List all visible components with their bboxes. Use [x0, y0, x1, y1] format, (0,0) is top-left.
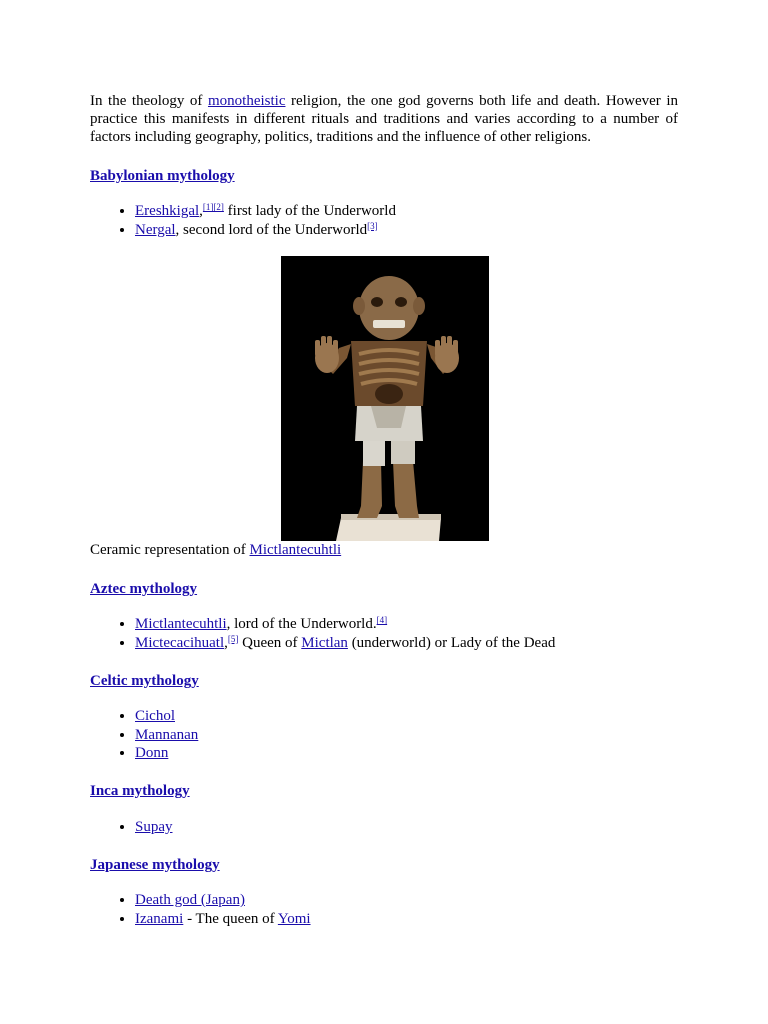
japanese-heading[interactable]: Japanese mythology — [90, 857, 220, 873]
japanese-list — [90, 891, 311, 928]
mictlantecuhtli-link[interactable]: Mictlantecuhtli — [135, 616, 227, 632]
intro-paragraph — [90, 92, 678, 146]
item-text: , lord of the Underworld. — [226, 616, 377, 632]
reference-link[interactable]: [3] — [367, 220, 378, 231]
babylonian-list — [90, 202, 396, 239]
cichol-link[interactable]: Cichol — [135, 708, 175, 724]
list-item — [135, 726, 198, 745]
caption-text: Ceramic representation of — [90, 542, 250, 558]
reference-link[interactable]: [5] — [227, 633, 239, 644]
mictlantecuhtli-caption-link[interactable]: Mictlantecuhtli — [249, 542, 342, 558]
inca-heading[interactable]: Inca mythology — [90, 783, 190, 799]
comma: , — [199, 203, 203, 219]
list-item — [135, 910, 311, 929]
celtic-heading[interactable]: Celtic mythology — [90, 673, 199, 689]
list-item — [135, 818, 173, 837]
mictlan-link[interactable]: Mictlan — [301, 634, 348, 651]
aztec-list — [90, 615, 555, 652]
izanami-link[interactable]: Izanami — [135, 910, 184, 927]
list-item — [135, 891, 311, 910]
mictlantecuhtli-statue-image — [281, 256, 489, 541]
reference-link[interactable]: [4] — [376, 615, 388, 625]
donn-link[interactable]: Donn — [135, 745, 169, 761]
mictecacihuatl-link[interactable]: Mictecacihuatl — [135, 634, 225, 651]
death-god-japan-link[interactable]: Death god (Japan) — [135, 892, 245, 908]
item-text: , second lord of the Underworld — [175, 221, 368, 238]
comma: , — [224, 634, 228, 651]
inca-list — [90, 818, 173, 837]
mannanan-link[interactable]: Mannanan — [135, 726, 199, 743]
supay-link[interactable]: Supay — [135, 819, 173, 835]
list-item — [135, 744, 198, 763]
intro-text-start: In the theology of — [90, 93, 208, 109]
item-text: (underworld) or Lady of the Dead — [347, 634, 556, 651]
intro-text-end: religion, the one god governs both life and death. However in practice this manifests in different rituals and traditions and varies according to a number of factors including geography, politics, traditions and the influence of other religions. — [90, 93, 678, 145]
list-item — [135, 615, 555, 634]
monotheistic-link[interactable]: monotheistic — [207, 93, 286, 109]
reference-link[interactable]: [1][2] — [202, 202, 224, 212]
list-item — [135, 634, 555, 653]
aztec-heading[interactable]: Aztec mythology — [90, 581, 198, 597]
nergal-link[interactable]: Nergal — [135, 221, 176, 238]
list-item — [135, 707, 198, 726]
ereshkigal-link[interactable]: Ereshkigal — [135, 203, 200, 219]
image-caption — [90, 541, 341, 559]
yomi-link[interactable]: Yomi — [277, 910, 311, 927]
list-item — [135, 202, 396, 221]
item-text: first lady of the Underworld — [223, 203, 396, 219]
statue-illustration — [281, 256, 489, 541]
item-text: - The queen of — [183, 910, 278, 927]
babylonian-heading[interactable]: Babylonian mythology — [90, 168, 235, 184]
item-text: Queen of — [238, 634, 302, 651]
celtic-list — [90, 707, 198, 763]
list-item — [135, 221, 396, 240]
